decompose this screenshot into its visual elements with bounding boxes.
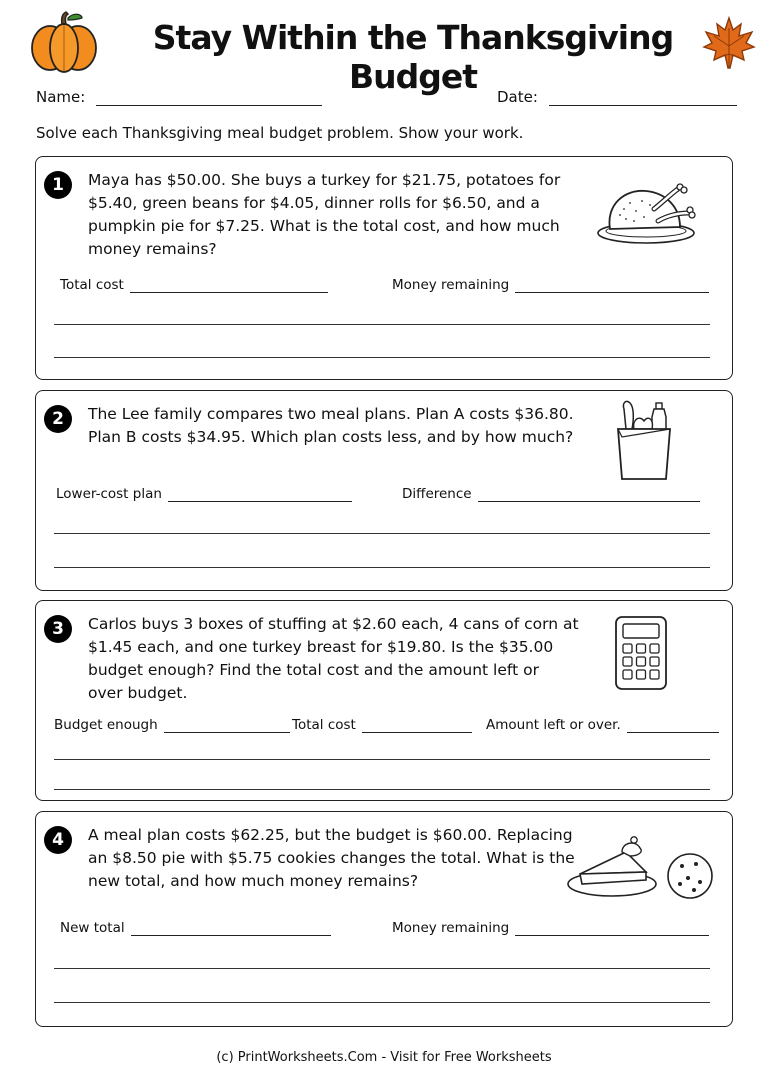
instructions: Solve each Thanksgiving meal budget problem. Show your work.	[36, 124, 524, 142]
problem-text	[88, 169, 560, 261]
problem-text-line: budget enough? Find the total cost and the amount left or	[88, 661, 539, 679]
answer-line[interactable]	[362, 719, 472, 733]
header	[0, 0, 768, 96]
work-line[interactable]	[54, 968, 710, 969]
roast-turkey-icon	[596, 179, 700, 249]
answer-line[interactable]	[168, 488, 352, 502]
page-title: Stay Within the Thanksgiving Budget	[152, 18, 674, 96]
answer-new-total[interactable]	[60, 920, 331, 936]
answer-label: Total cost	[60, 277, 124, 293]
work-line[interactable]	[54, 789, 710, 790]
name-line[interactable]	[96, 90, 322, 106]
problem-text-line: over budget.	[88, 684, 188, 702]
footer-credit: (c) PrintWorksheets.Com - Visit for Free Worksheets	[216, 1050, 552, 1065]
answer-label: Lower-cost plan	[56, 486, 162, 502]
problem-text-line: new total, and how much money remains?	[88, 872, 419, 890]
problem-text-line: $1.45 each, and one turkey breast for $19.80. Is the $35.00	[88, 638, 554, 656]
problem-text-line: $5.40, green beans for $4.05, dinner rolls for $6.50, and a	[88, 194, 540, 212]
date-label: Date:	[497, 88, 538, 106]
work-line[interactable]	[54, 1002, 710, 1003]
problem-text-line: Carlos buys 3 boxes of stuffing at $2.60 each, 4 cans of corn at	[88, 615, 579, 633]
answer-label: Amount left or over.	[486, 717, 621, 733]
name-field[interactable]	[36, 88, 322, 106]
problem-text-line: Maya has $50.00. She buys a turkey for $21.75, potatoes for	[88, 171, 561, 189]
answer-line[interactable]	[478, 488, 700, 502]
answer-line[interactable]	[130, 279, 328, 293]
problem-text-line: The Lee family compares two meal plans. Plan A costs $36.80.	[88, 405, 574, 423]
pumpkin-icon	[28, 10, 100, 74]
problem-text-line: money remains?	[88, 240, 217, 258]
answer-money-remaining[interactable]	[392, 920, 709, 936]
answer-label: Difference	[402, 486, 472, 502]
work-line[interactable]	[54, 533, 710, 534]
problem-text-line: Plan B costs $34.95. Which plan costs less, and by how much?	[88, 428, 574, 446]
problem-text-line: pumpkin pie for $7.25. What is the total cost, and how much	[88, 217, 560, 235]
problem-text	[88, 403, 574, 449]
date-line[interactable]	[549, 90, 737, 106]
maple-leaf-icon	[700, 14, 758, 72]
grocery-bag-icon	[614, 399, 674, 481]
date-field[interactable]	[497, 88, 737, 106]
problem-number: 4	[44, 826, 72, 854]
problem-card-1	[35, 156, 733, 380]
answer-line[interactable]	[627, 719, 719, 733]
work-line[interactable]	[54, 324, 710, 325]
calculator-icon	[614, 615, 668, 691]
problem-number: 3	[44, 615, 72, 643]
problem-card-3	[35, 600, 733, 801]
answer-total-cost[interactable]	[60, 277, 328, 293]
answer-label: Money remaining	[392, 277, 510, 293]
answer-label: Money remaining	[392, 920, 510, 936]
answer-line[interactable]	[515, 922, 709, 936]
problem-card-2	[35, 390, 733, 591]
problem-text-line: an $8.50 pie with $5.75 cookies changes the total. What is the	[88, 849, 575, 867]
answer-total-cost[interactable]	[292, 717, 472, 733]
problem-number: 2	[44, 405, 72, 433]
problem-text	[88, 613, 579, 705]
answer-lower-cost-plan[interactable]	[56, 486, 352, 502]
answer-line[interactable]	[164, 719, 290, 733]
work-line[interactable]	[54, 357, 710, 358]
answer-amount-left-or-over[interactable]	[486, 717, 719, 733]
problem-text	[88, 824, 575, 893]
answer-label: Budget enough	[54, 717, 158, 733]
problem-card-4	[35, 811, 733, 1027]
answer-line[interactable]	[515, 279, 709, 293]
work-line[interactable]	[54, 567, 710, 568]
answer-label: New total	[60, 920, 125, 936]
answer-label: Total cost	[292, 717, 356, 733]
pie-and-cookie-icon	[566, 822, 716, 902]
name-label: Name:	[36, 88, 86, 106]
work-line[interactable]	[54, 759, 710, 760]
problem-text-line: A meal plan costs $62.25, but the budget is $60.00. Replacing	[88, 826, 573, 844]
answer-money-remaining[interactable]	[392, 277, 709, 293]
problem-number: 1	[44, 171, 72, 199]
answer-line[interactable]	[131, 922, 331, 936]
answer-budget-enough[interactable]	[54, 717, 290, 733]
answer-difference[interactable]	[402, 486, 700, 502]
